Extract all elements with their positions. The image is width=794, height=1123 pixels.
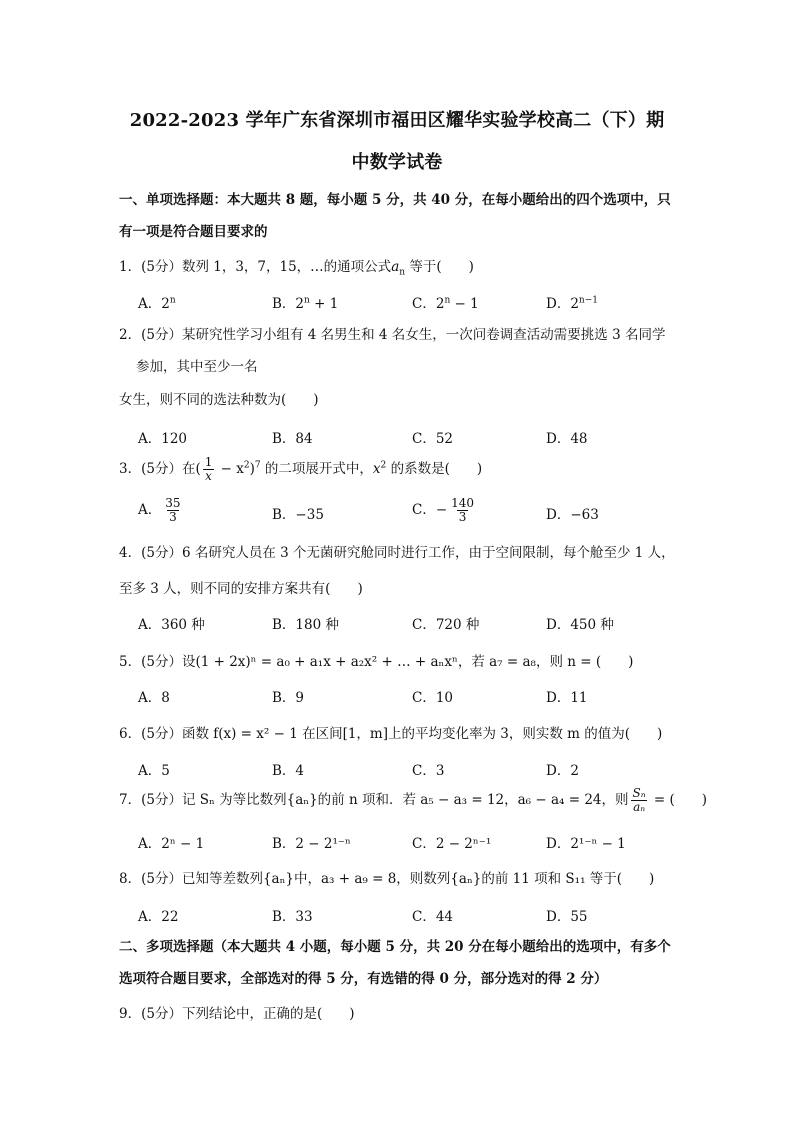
question-7-stem: 7．(5分）记 Sₙ 为等比数列{aₙ}的前 n 项和．若 a₅ − a₃ = 12，a₆ − a₄ = 24，则 $\frac{\text{Sₙ}}{\text{aₙ}}$ = ( ) bbox=[119, 786, 708, 814]
q3-option-c[interactable]: C．− $\frac{140}{3}$ bbox=[412, 496, 475, 524]
question-9-stem: 9．(5分）下列结论中，正确的是( ) bbox=[119, 1006, 355, 1022]
exam-title-line2: 中数学试卷 bbox=[351, 152, 443, 173]
question-5-stem: 5．(5分）设(1 + 2x)ⁿ = a₀ + a₁x + a₂x² + … + aₙxⁿ，若 a₇ = a₈，则 n = ( ) bbox=[119, 654, 634, 670]
q5-option-d[interactable]: D．11 bbox=[546, 690, 588, 706]
exam-title-line1: 2022-2023 学年广东省深圳市福田区耀华实验学校高二（下）期 bbox=[129, 110, 665, 131]
q3-fraction: $\frac{1}{x}$ bbox=[204, 455, 213, 483]
q3-option-a[interactable]: A． $\frac{35}{3}$ bbox=[138, 496, 181, 524]
q3-option-d[interactable]: D．−63 bbox=[546, 507, 599, 523]
section2-heading-line1: 二、多项选择题（本大题共 4 小题，每小题 5 分，共 20 分在每小题给出的选项中，有多个 bbox=[119, 939, 671, 955]
question-1-stem bbox=[119, 255, 474, 278]
q4-option-a[interactable]: A．360 种 bbox=[138, 617, 205, 633]
q7-option-d[interactable]: D．2¹⁻ⁿ − 1 bbox=[546, 836, 626, 852]
q1-option-a[interactable]: A．2$^n$ bbox=[138, 295, 176, 312]
section1-heading-line1: 一、单项选择题：本大题共 8 题，每小题 5 分，共 40 分，在每小题给出的四个选项中，只 bbox=[119, 192, 671, 208]
q6-option-a[interactable]: A．5 bbox=[138, 763, 170, 779]
q8-option-a[interactable]: A．22 bbox=[138, 909, 179, 925]
q8-option-c[interactable]: C．44 bbox=[412, 909, 454, 925]
q2-option-c[interactable]: C．52 bbox=[412, 431, 454, 447]
question-4-stem-line1: 4．(5分）6 名研究人员在 3 个无菌研究舱同时进行工作，由于空间限制，每个舱至少 1 人， bbox=[119, 545, 675, 561]
q4-option-c[interactable]: C．720 种 bbox=[412, 617, 480, 633]
q8-option-b[interactable]: B．33 bbox=[272, 909, 313, 925]
q4-option-d[interactable]: D．450 种 bbox=[546, 617, 614, 633]
q2-option-b[interactable]: B．84 bbox=[272, 431, 313, 447]
section2-heading-line2: 选项符合题目要求，全部选对的得 5 分，有选错的得 0 分，部分选对的得 2 分） bbox=[119, 971, 608, 987]
section1-heading-line2: 有一项是符合题目要求的 bbox=[119, 224, 268, 240]
q5-option-a[interactable]: A．8 bbox=[138, 690, 170, 706]
question-6-stem: 6．(5分）函数 f(x) = x² − 1 在区间[1，m]上的平均变化率为 3，则实数 m 的值为( ) bbox=[119, 726, 663, 742]
q2-option-a[interactable]: A．120 bbox=[138, 431, 188, 447]
q7-fraction: $\frac{\text{Sₙ}}{\text{aₙ}}$ bbox=[632, 786, 646, 814]
question-2-stem-line3: 女生，则不同的选法种数为( ) bbox=[119, 392, 319, 408]
q6-option-c[interactable]: C．3 bbox=[412, 763, 445, 779]
q3-option-b[interactable]: B．−35 bbox=[272, 507, 324, 523]
q1-option-d[interactable]: D．$2^{n-1}$ bbox=[546, 295, 598, 312]
q7-option-b[interactable]: B．2 − 2¹⁻ⁿ bbox=[272, 836, 351, 852]
q6-option-b[interactable]: B．4 bbox=[272, 763, 305, 779]
question-4-stem-line2: 至多 3 人，则不同的安排方案共有( ) bbox=[119, 581, 363, 597]
q1-stem-prefix: 1．(5分）数列 1，3，7，15，…的通项公式 bbox=[119, 259, 392, 275]
q7-option-c[interactable]: C．2 − 2ⁿ⁻¹ bbox=[412, 836, 492, 852]
q1-var-sub: n bbox=[399, 267, 406, 278]
q1-option-c[interactable]: C．$2^n - 1$ bbox=[412, 295, 479, 312]
q1-stem-suffix: 等于( ) bbox=[405, 259, 474, 275]
q4-option-b[interactable]: B．180 种 bbox=[272, 617, 339, 633]
question-8-stem: 8．(5分）已知等差数列{aₙ}中，a₃ + a₉ = 8，则数列{aₙ}的前 11 项和 S₁₁ 等于( ) bbox=[119, 871, 655, 887]
q2-option-d[interactable]: D．48 bbox=[546, 431, 588, 447]
q5-option-b[interactable]: B．9 bbox=[272, 690, 305, 706]
q6-option-d[interactable]: D．2 bbox=[546, 763, 579, 779]
q8-option-d[interactable]: D．55 bbox=[546, 909, 588, 925]
q1-option-b[interactable]: B．$2^n + 1$ bbox=[272, 295, 339, 312]
q5-option-c[interactable]: C．10 bbox=[412, 690, 454, 706]
question-3-stem: 3．(5分）在( $\frac{1}{x}$ − $x^2)^7$ 的二项展开式中，$x^2$ 的系数是( ) bbox=[119, 455, 483, 483]
q7-option-a[interactable]: A．2ⁿ − 1 bbox=[138, 836, 205, 852]
question-2-stem-line2: 参加，其中至少一名 bbox=[136, 359, 258, 375]
q1-var: a bbox=[391, 259, 400, 275]
question-2-stem-line1: 2．(5分）某研究性学习小组有 4 名男生和 4 名女生，一次问卷调查活动需要挑选 3 名同学 bbox=[119, 327, 666, 343]
